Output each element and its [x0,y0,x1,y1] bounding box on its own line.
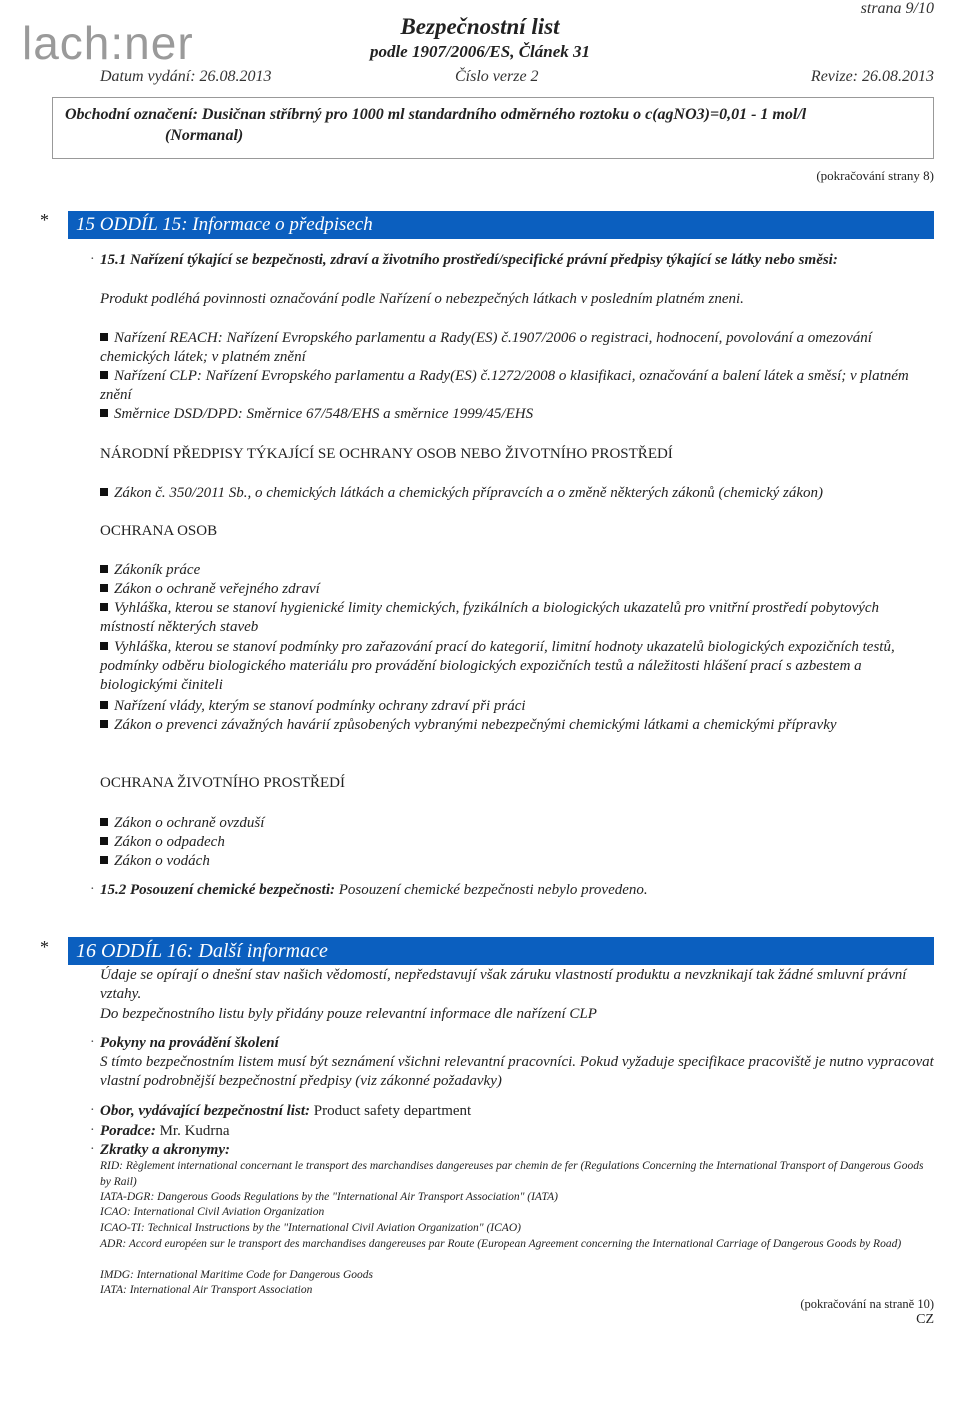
bullet-icon [100,642,108,650]
people-law-item: Zákoník práce [100,561,934,580]
people-law-item: Vyhláška, kterou se stanoví podmínky pro zařazování prací do kategorií, limitní hodnoty ukazatelů biologických expozičních testů, podmínky odběru biologického materiálu pro provádění biologických expozičních testů a náležitosti hlášení prací s azbestem a biologickými činiteli [100,639,895,693]
item-dot: · [90,1142,95,1157]
issuing-department: Obor, vydávající bezpečnostní list: Product safety department [100,1103,472,1119]
chemical-law: Zákon č. 350/2011 Sb., o chemických látkách a chemických přípravcích a o změně některých zákonů (chemický zákon) [100,484,934,503]
item-dot: · [90,1035,95,1050]
abbreviation-item: IATA-DGR: Dangerous Goods Regulations by the "International Air Transport Association" (IATA) [100,1191,558,1203]
trade-name-box [52,97,934,159]
abbreviation-item: RID: Règlement international concernant le transport des marchandises dangereuses par chemin de fer (Regulations Concerning the International Transport of Dangerous Goods by Rail) [100,1160,924,1188]
version-number: Číslo verze 2 [455,68,539,85]
subsection-15-1-text: Produkt podléhá povinnosti označování podle Nařízení o nebezpečných látkach v posledním platném zneni. [100,291,744,307]
trade-name-line: (Normanal) [165,127,244,144]
subsection-15-2: 15.2 Posouzení chemické bezpečnosti: Posouzení chemické bezpečnosti nebylo provedeno. [100,882,648,898]
abbreviation-item: IMDG: International Maritime Code for Dangerous Goods [100,1269,373,1281]
env-law-item: Zákon o ochraně ovzduší [100,814,934,833]
continued-to: (pokračování na straně 10) [800,1297,934,1311]
section-15-header: 15 ODDÍL 15: Informace o předpisech [68,211,934,239]
bullet-icon [100,371,108,379]
training-title: Pokyny na provádění školení [100,1035,279,1051]
environment-protection-heading: OCHRANA ŽIVOTNÍHO PROSTŘEDÍ [100,775,346,791]
env-law-item: Zákon o odpadech [100,833,934,852]
abbreviation-item: ICAO: International Civil Aviation Organization [100,1206,325,1218]
bullet-icon [100,333,108,341]
regulation-clp: Nařízení CLP: Nařízení Evropského parlamentu a Rady(ES) č.1272/2008 o klasifikaci, označování a balení látek a směsí; v platném znění [100,368,909,403]
issue-date: Datum vydání: 26.08.2013 [100,68,272,85]
abbreviation-item: IATA: International Air Transport Association [100,1284,313,1296]
section-16-header: 16 ODDÍL 16: Další informace [68,937,934,965]
abbreviation-item: ADR: Accord européen sur le transport des marchandises dangereuses par Route (European Agreement concerning the International Carriage of Dangerous Goods by Road) [100,1238,902,1250]
revision-date: Revize: 26.08.2013 [810,68,934,85]
change-marker: * [40,210,49,230]
national-regulations-heading: NÁRODNÍ PŘEDPISY TÝKAJÍCÍ SE OCHRANY OSOB NEBO ŽIVOTNÍHO PROSTŘEDÍ [100,446,673,462]
bullet-icon [100,837,108,845]
document-subtitle: podle 1907/2006/ES, Článek 31 [369,42,591,61]
people-law-item: Nařízení vlády, kterým se stanoví podmínky ochrany zdraví při práci [100,697,934,716]
item-dot: · [90,882,95,897]
bullet-icon [100,409,108,417]
item-dot: · [90,1123,95,1138]
bullet-icon [100,584,108,592]
people-protection-heading: OCHRANA OSOB [100,523,218,539]
company-logo: lach:ner [22,17,194,69]
item-dot: · [90,1103,95,1118]
training-text: S tímto bezpečnostním listem musí být seznámení všichni relevantní pracovníci. Pokud vyžaduje specifikace pracoviště je nutno vypracovat vlastní podrobnější bezpečnostní předpisy (viz zákonné požadavky) [100,1054,934,1089]
env-law-item: Zákon o vodách [100,852,934,871]
continued-from: (pokračování strany 8) [816,168,934,183]
section-16-paragraph: Údaje se opírají o dnešní stav našich vědomostí, nepředstavují však záruku vlastností produktu a nevzknikají tak žádné smluvní právní vztahy. [100,967,907,1002]
bullet-icon [100,488,108,496]
people-law-item: Zákon o ochraně veřejného zdraví [100,580,934,599]
people-law-item: Vyhláška, kterou se stanoví hygienické limity chemických, fyzikálních a biologických ukazatelů pro vnitřní prostředí pobytových místností některých staveb [100,600,880,635]
people-law-item: Zákon o prevenci závažných havárií způsobených vybranými nebezpečnými chemickými látkami a chemickými přípravky [100,716,934,735]
page-number: strana 9/10 [860,0,934,17]
document-title: Bezpečnostní list [400,14,560,39]
abbreviation-item: ICAO-TI: Technical Instructions by the "International Civil Aviation Organization" (ICAO) [100,1222,521,1234]
change-marker: * [40,937,49,957]
item-dot: · [90,252,95,267]
trade-name-line: Obchodní označení: Dusičnan stříbrný pro 1000 ml standardního odměrného roztoku o c(agNO3)=0,01 - 1 mol/l [65,106,807,123]
regulation-reach: Nařízení REACH: Nařízení Evropského parlamentu a Rady(ES) č.1907/2006 o registraci, hodnocení, povolování a omezování chemických látek; v platném znění [100,330,872,365]
regulation-dsd: Směrnice DSD/DPD: Směrnice 67/548/EHS a směrnice 1999/45/EHS [100,405,934,424]
section-16-paragraph: Do bezpečnostního listu byly přidány pouze relevantní informace dle nařízení CLP [100,1006,597,1022]
bullet-icon [100,603,108,611]
abbreviations-title: Zkratky a akronymy: [100,1142,230,1158]
bullet-icon [100,720,108,728]
subsection-15-1-title: 15.1 Nařízení týkající se bezpečnosti, zdraví a životního prostředí/specifické právní předpisy týkající se látky nebo směsi: [100,252,838,268]
bullet-icon [100,565,108,573]
advisor: Poradce: Mr. Kudrna [100,1123,230,1139]
language-code: CZ [916,1312,934,1327]
bullet-icon [100,701,108,709]
bullet-icon [100,856,108,864]
bullet-icon [100,818,108,826]
